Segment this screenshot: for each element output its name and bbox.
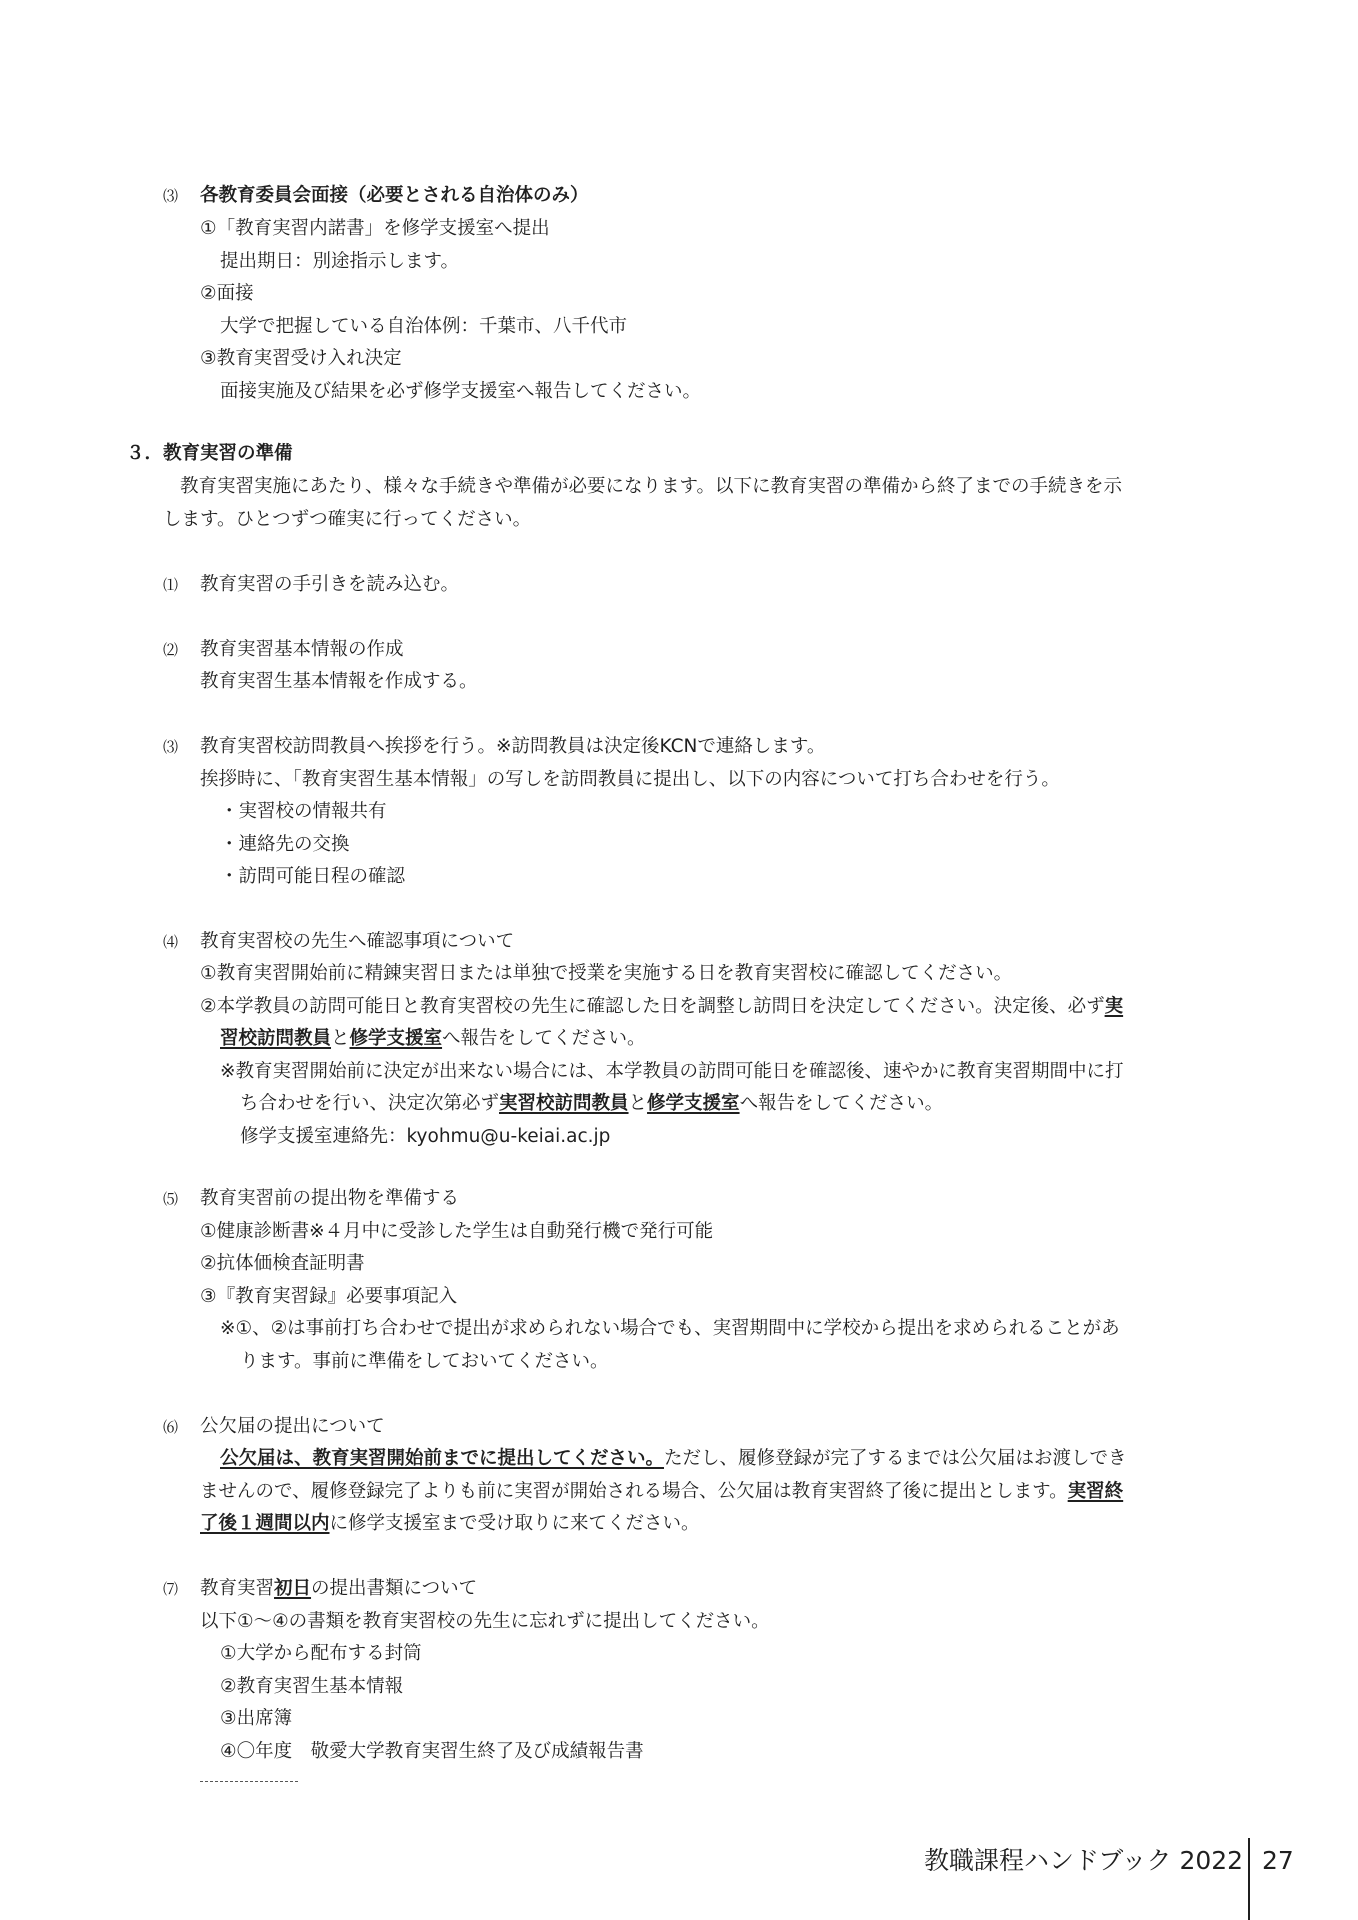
- emphasis-underlined: 了後１週間以内: [200, 1513, 330, 1534]
- text-segment: ち合わせを行い、決定次第必ず: [240, 1093, 500, 1114]
- footer-divider: [1248, 1838, 1250, 1920]
- text-line: ②抗体価検査証明書: [200, 1253, 365, 1274]
- item-number: ⑶: [163, 187, 179, 205]
- emphasis-underlined: 実習終: [1067, 1481, 1124, 1502]
- text-line: 提出期日：別途指示します。: [220, 251, 460, 272]
- item-number: ⑴: [163, 576, 179, 594]
- item-number: ⑹: [163, 1418, 179, 1436]
- item-title: 各教育委員会面接（必要とされる自治体のみ）: [200, 185, 589, 206]
- text-line: ③教育実習受け入れ決定: [200, 348, 402, 369]
- item-number: ⑺: [163, 1580, 179, 1598]
- bullet-item: ・連絡先の交換: [220, 834, 350, 855]
- item-number: ⑶: [163, 738, 179, 756]
- text-line: [200, 1480, 1123, 1504]
- text-line: ①教育実習開始前に精錬実習日または単独で授業を実施する日を教育実習校に確認してください。: [200, 963, 1013, 984]
- emphasis-underlined: 初日: [274, 1578, 312, 1599]
- page-number: 27: [1262, 1846, 1294, 1875]
- list-item: ③出席簿: [220, 1708, 293, 1729]
- text-segment: へ報告をしてください。: [442, 1028, 646, 1049]
- text-line: 教育実習生基本情報を作成する。: [200, 671, 478, 692]
- text-segment: ませんので、履修登録完了よりも前に実習が開始される場合、公欠届は教育実習終了後に提出とします。: [200, 1481, 1068, 1502]
- text-segment: 教育実習: [200, 1578, 275, 1599]
- text-line: ①「教育実習内諾書」を修学支援室へ提出: [200, 218, 550, 239]
- text-line: 以下①～④の書類を教育実習校の先生に忘れずに提出してください。: [200, 1611, 770, 1632]
- text-line: 大学で把握している自治体例：千葉市、八千代市: [220, 316, 628, 337]
- text-segment: と: [331, 1028, 350, 1049]
- emphasis-underlined: 実: [1104, 996, 1124, 1017]
- text-line: [220, 1447, 1127, 1471]
- item-number: ⑷: [163, 933, 179, 951]
- emphasis-underlined: 習校訪問教員: [220, 1028, 332, 1049]
- item-title: 教育実習校訪問教員へ挨拶を行う。※訪問教員は決定後KCNで連絡します。: [200, 736, 826, 757]
- text-line: 挨拶時に、「教育実習生基本情報」の写しを訪問教員に提出し、以下の内容について打ち合わせを行う。: [200, 769, 1060, 790]
- emphasis-underlined: 修学支援室: [647, 1093, 740, 1114]
- text-line: ①健康診断書※４月中に受診した学生は自動発行機で発行可能: [200, 1221, 714, 1242]
- section-heading: ３．教育実習の準備: [126, 443, 293, 464]
- item-title: 教育実習基本情報の作成: [200, 639, 404, 660]
- bullet-item: ・訪問可能日程の確認: [220, 866, 406, 887]
- emphasis-underlined: 公欠届は、教育実習開始前までに提出してください。: [220, 1448, 665, 1469]
- text-line: [200, 1512, 700, 1536]
- list-item: ②教育実習生基本情報: [220, 1676, 404, 1697]
- text-line: ③『教育実習録』必要事項記入: [200, 1286, 458, 1307]
- text-line: 面接実施及び結果を必ず修学支援室へ報告してください。: [220, 381, 702, 402]
- bullet-item: ・実習校の情報共有: [220, 801, 387, 822]
- contact-line: 修学支援室連絡先：kyohmu@u-keiai.ac.jp: [240, 1126, 611, 1147]
- item-title: 教育実習の手引きを読み込む。: [200, 574, 460, 595]
- list-item: ①大学から配布する封筒: [220, 1643, 422, 1664]
- text-line: ②面接: [200, 283, 254, 304]
- item-title: 教育実習校の先生へ確認事項について: [200, 931, 515, 952]
- text-segment: ただし、履修登録が完了するまでは公欠届はお渡しでき: [664, 1448, 1127, 1469]
- intro-line: します。ひとつずつ確実に行ってください。: [163, 509, 532, 530]
- item-title: [200, 1577, 477, 1601]
- item-title: 公欠届の提出について: [200, 1416, 385, 1437]
- text-line: [220, 1027, 646, 1051]
- text-segment: に修学支援室まで受け取りに来てください。: [329, 1513, 700, 1534]
- item-number: ⑵: [163, 641, 179, 659]
- note-line: ※①、②は事前打ち合わせで提出が求められない場合でも、実習期間中に学校から提出を求められることがあ: [220, 1318, 1120, 1339]
- item-title: 教育実習前の提出物を準備する: [200, 1188, 460, 1209]
- emphasis-underlined: 実習校訪問教員: [499, 1093, 629, 1114]
- emphasis-underlined: 修学支援室: [349, 1028, 443, 1049]
- text-segment: ②本学教員の訪問可能日と教育実習校の先生に確認した日を調整し訪問日を決定してください。決定後、必ず: [200, 996, 1105, 1017]
- item-number: ⑸: [163, 1190, 179, 1208]
- note-line: ります。事前に準備をしておいてください。: [240, 1351, 609, 1372]
- text-segment: へ報告をしてください。: [739, 1093, 944, 1114]
- dashed-divider: [200, 1781, 298, 1782]
- text-line: [200, 995, 1123, 1019]
- note-line: ※教育実習開始前に決定が出来ない場合には、本学教員の訪問可能日を確認後、速やかに教育実習期間中に打: [220, 1061, 1124, 1082]
- footer-title: 教職課程ハンドブック 2022: [924, 1846, 1244, 1875]
- note-line: [240, 1092, 943, 1116]
- list-item: ④〇年度 敬愛大学教育実習生終了及び成績報告書: [220, 1741, 644, 1762]
- intro-line: 教育実習実施にあたり、様々な手続きや準備が必要になります。以下に教育実習の準備から終了までの手続きを示: [180, 476, 1123, 497]
- text-segment: と: [628, 1093, 648, 1114]
- text-segment: の提出書類について: [311, 1578, 478, 1599]
